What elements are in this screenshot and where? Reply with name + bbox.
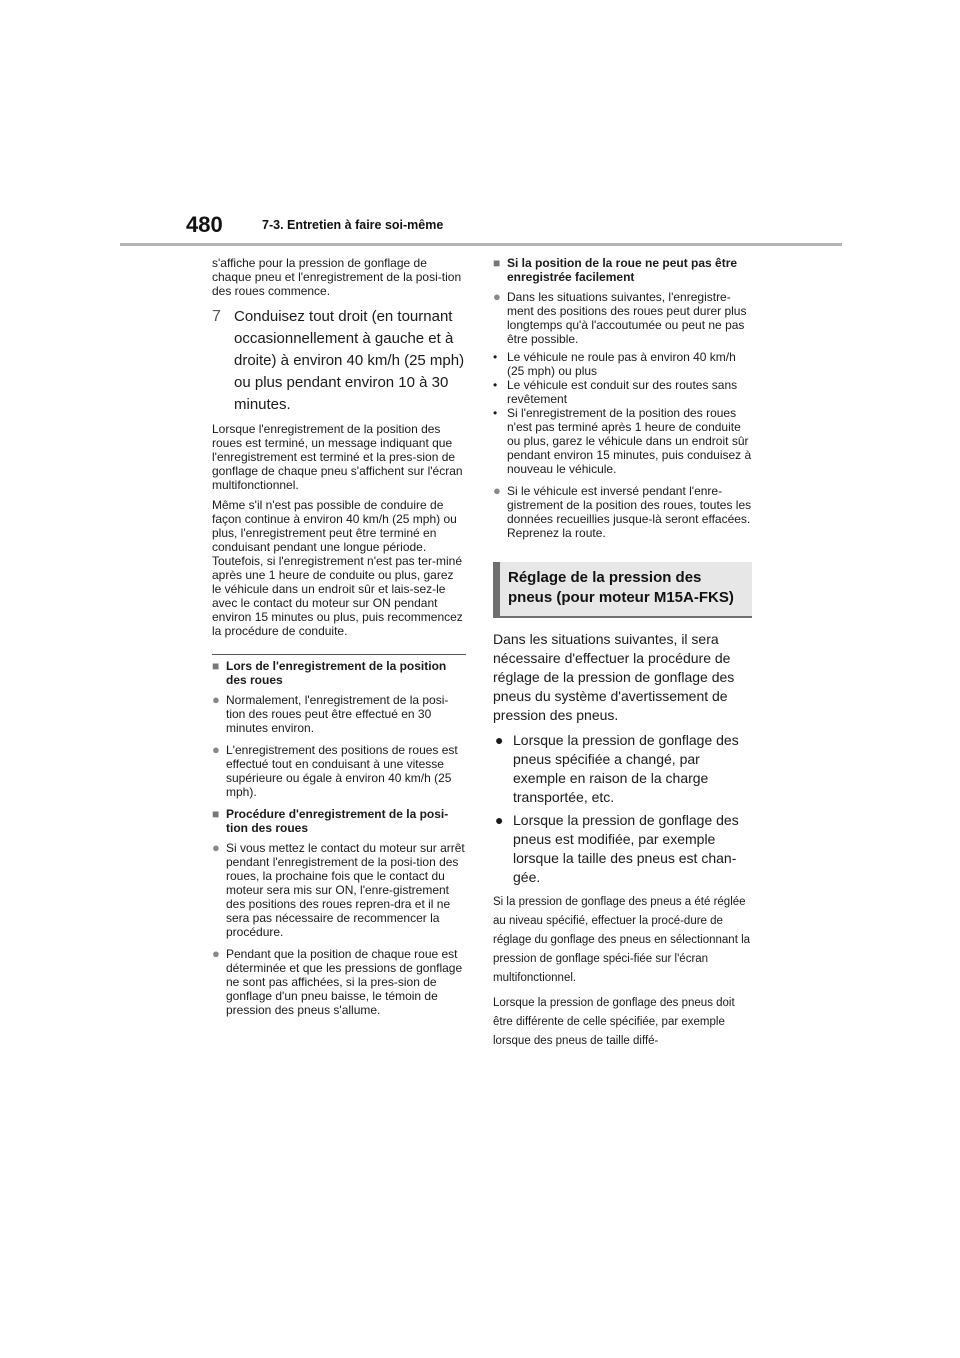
sub-list-item-text: Si l'enregistrement de la position des roues n'est pas terminé après 1 heure de conduite ou plus, garez le véhicule dans un endroit sûr pendant environ 15 minutes, puis conduisez à nouveau le véhicule.: [507, 406, 752, 476]
section-title: 7-3. Entretien à faire soi-même: [262, 218, 444, 232]
right-column: [493, 256, 752, 1055]
list-item-text: Pendant que la position de chaque roue est déterminée et que les pressions de gonflage ne sont pas affichées, si la pres-sion de gonflage d'un pneu baisse, le témoin de pression des pneus s'allume.: [226, 947, 463, 1017]
circle-bullet-icon: ●: [495, 812, 504, 828]
section-heading-box: [493, 562, 752, 618]
circle-bullet-icon: ●: [495, 732, 504, 748]
list-item: [493, 290, 752, 346]
square-bullet-icon: ■: [212, 807, 220, 821]
note-paragraph-4: Lorsque la pression de gonflage des pneus doit être différente de celle spécifiée, par exemple lorsque des pneus de taille diffé-: [493, 997, 735, 1047]
list-item-text: Normalement, l'enregistrement de la posi-tion des roues peut être effectué en 30 minutes environ.: [226, 693, 449, 735]
step-7: [212, 306, 466, 416]
circle-bullet-icon: ●: [212, 840, 220, 855]
list-item: [493, 811, 752, 887]
small-bullet-icon: •: [493, 378, 498, 392]
list-item-text: Si le véhicule est inversé pendant l'enre-gistrement de la position des roues, toutes les données recueillies jusque-là seront effacées. Reprenez la route.: [507, 484, 752, 540]
section-intro: Dans les situations suivantes, il sera nécessaire d'effectuer la procédure de réglage de la pression de gonflage des pneus du système d'avertissement de pression des pneus.: [493, 631, 735, 723]
topic-heading-registration-procedure: [212, 807, 466, 835]
circle-bullet-icon: ●: [493, 483, 501, 498]
square-bullet-icon: ■: [212, 659, 220, 673]
step-number: 7: [212, 308, 221, 325]
circle-bullet-icon: ●: [493, 289, 501, 304]
circle-bullet-icon: ●: [212, 742, 220, 757]
sub-list-item-text: Le véhicule est conduit sur des routes sans revêtement: [507, 378, 738, 406]
left-column: [212, 256, 466, 1025]
list-item-text: Si vous mettez le contact du moteur sur arrêt pendant l'enregistrement de la posi-tion des roues, la prochaine fois que le contact du moteur sera mis sur ON, l'enre-gistrement des positions des roues repren-dra et il ne sera pas nécessaire de recommencer la procédure.: [226, 841, 465, 939]
topic-title: Si la position de la roue ne peut pas être enregistrée facilement: [507, 256, 738, 284]
topic-title: Procédure d'enregistrement de la posi-tion des roues: [226, 807, 449, 835]
list-item: [212, 841, 466, 939]
circle-bullet-icon: ●: [212, 692, 220, 707]
circle-bullet-icon: ●: [212, 946, 220, 961]
topic-heading-wheel-registration: [212, 659, 466, 687]
list-item-text: L'enregistrement des positions de roues est effectué tout en conduisant à une vitesse supérieure ou égale à environ 40 km/h (25 mph).: [226, 743, 458, 799]
section-heading: Réglage de la pression des pneus (pour moteur M15A-FKS): [508, 569, 734, 606]
list-item: [212, 693, 466, 735]
note-paragraph-3: Si la pression de gonflage des pneus a été réglée au niveau spécifié, effectuer la procé-dure de réglage du gonflage des pneus en sélectionnant la pression de gonflage spéci-fiée sur l'écran multifonctionnel.: [493, 896, 751, 984]
square-bullet-icon: ■: [493, 256, 501, 270]
list-item-text: Dans les situations suivantes, l'enregistre-ment des positions des roues peut durer plus longtemps qu'à l'accoutumée ou peut ne pas être possible.: [507, 290, 747, 346]
topic-title: Lors de l'enregistrement de la position des roues: [226, 659, 447, 687]
intro-paragraph: s'affiche pour la pression de gonflage de chaque pneu et l'enregistrement de la posi-tion des roues commence.: [212, 256, 462, 298]
step-text: Conduisez tout droit (en tournant occasionnellement à gauche et à droite) à environ 40 km/h (25 mph) ou plus pendant environ 10 à 30 minutes.: [234, 308, 465, 413]
sub-list: [493, 350, 752, 476]
list-item: [212, 743, 466, 799]
list-item: [212, 947, 466, 1017]
list-item: [493, 484, 752, 540]
list-item: [493, 731, 752, 807]
note-paragraph-2: Même s'il n'est pas possible de conduire de façon continue à environ 40 km/h (25 mph) ou plus, l'enregistrement peut être terminé en conduisant pendant une longue période. Toutefois, si l'enregistrement n'est pas ter-miné après une 1 heure de conduite ou plus, garez le véhicule dans un endroit sûr et lais-sez-le avec le contact du moteur sur ON pendant environ 15 minutes ou plus, puis recommencez la procédure de conduite.: [212, 498, 463, 638]
header-divider: [120, 243, 842, 246]
page-number: 480: [186, 212, 223, 237]
sub-list-item: [493, 378, 752, 406]
small-bullet-icon: •: [493, 406, 498, 420]
list-item-text: Lorsque la pression de gonflage des pneus spécifiée a changé, par exemple en raison de la charge transportée, etc.: [513, 732, 739, 805]
list-item-text: Lorsque la pression de gonflage des pneus est modifiée, par exemple lorsque la taille des pneus est chan-gée.: [513, 812, 739, 885]
topic-heading-wheel-position: [493, 256, 752, 284]
sub-list-item-text: Le véhicule ne roule pas à environ 40 km/h (25 mph) ou plus: [507, 350, 736, 378]
small-bullet-icon: •: [493, 350, 498, 364]
sub-list-item: [493, 350, 752, 378]
topic-divider: [212, 654, 466, 655]
note-paragraph-1: Lorsque l'enregistrement de la position des roues est terminé, un message indiquant que l'enregistrement est terminé et la pres-sion de gonflage de chaque pneu s'affichent sur l'écran multifonctionnel.: [212, 422, 463, 492]
sub-list-item: [493, 406, 752, 476]
